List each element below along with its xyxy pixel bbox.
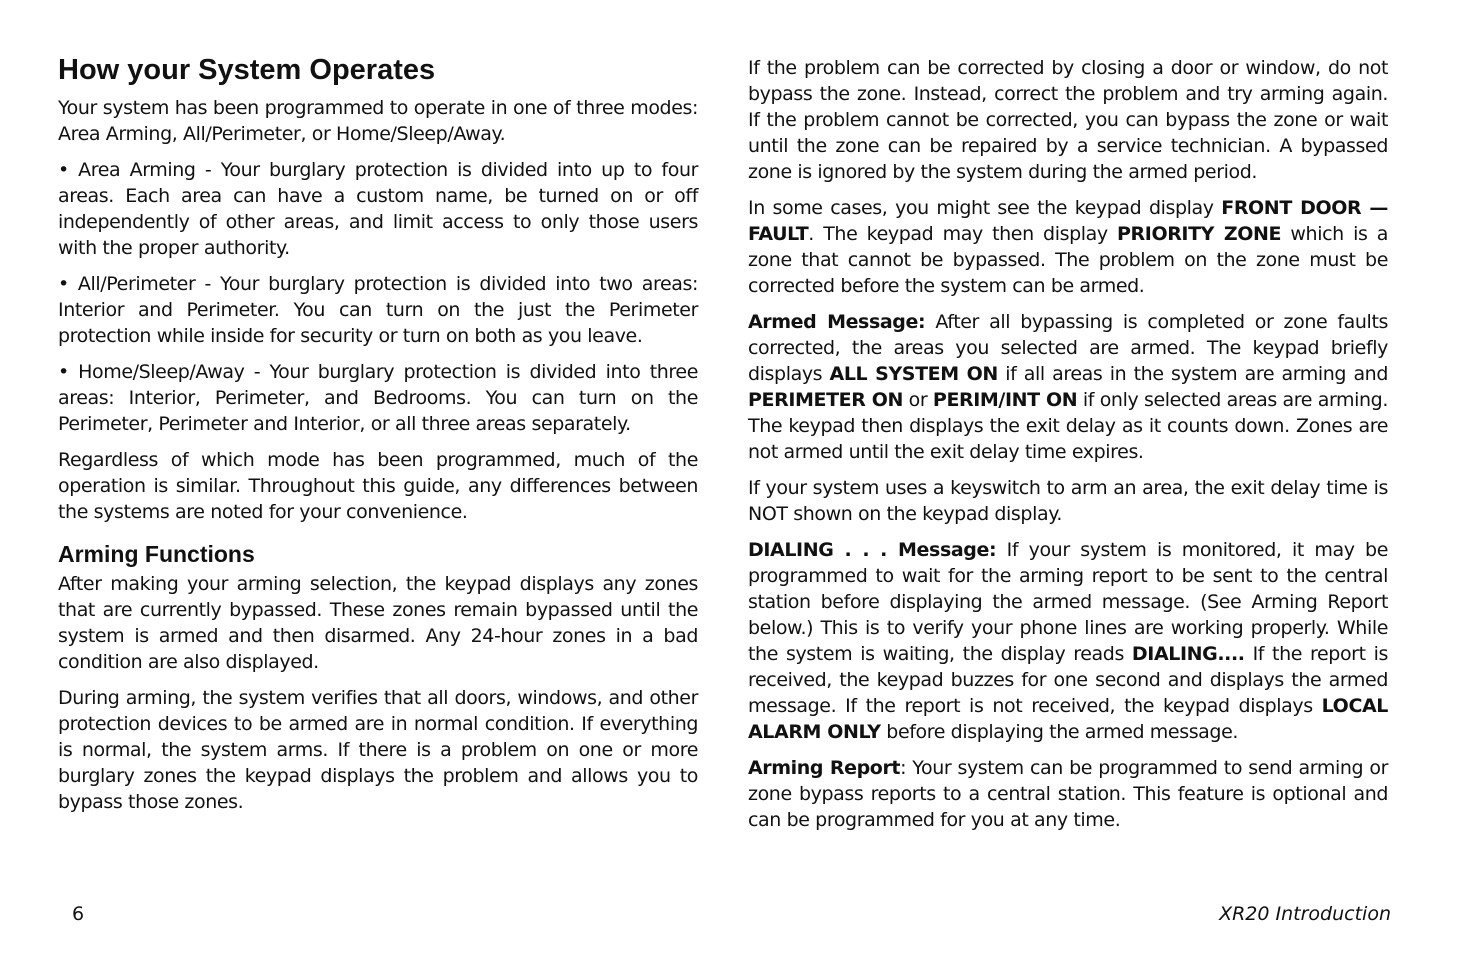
page-title: How your System Operates [58,54,436,86]
arming-functions-heading: Arming Functions [58,541,255,567]
text-run: . The keypad may then display [808,223,1118,245]
keypad-text-priority-zone: PRIORITY ZONE [1117,223,1282,245]
text-run: : Your system can be programmed to send arming or zone bypass reports to a central station. This feature is optional and can be programmed for you at any time. [748,757,1388,831]
intro-paragraph: Your system has been programmed to operate in one of three modes: Area Arming, All/Perimeter, or Home/Sleep/Away. [58,97,698,145]
keyswitch-paragraph: If your system uses a keyswitch to arm an area, the exit delay time is NOT shown on the keypad display. [748,477,1388,525]
keypad-text-perim-int-on: PERIM/INT ON [932,389,1078,411]
right-column [748,55,1388,843]
arming-report-paragraph [748,755,1388,833]
bullet-all-perimeter: • All/Perimeter - Your burglary protection is divided into two areas: Interior and Perimeter. You can turn on the just the Perimeter protection while inside for security or turn on both as you leave. [58,273,698,347]
keypad-text-all-system-on: ALL SYSTEM ON [829,363,998,385]
arming-report-label: Arming Report [748,757,901,779]
keypad-text-front-door-fault: FRONT DOOR — FAULT [748,197,1388,245]
text-run: In some cases, you might see the keypad display [748,197,1222,219]
page-number: 6 [72,903,85,925]
text-run: if all areas in the system are arming and [997,363,1388,385]
text-run: After all bypassing is completed or zone faults corrected, the areas you selected are armed. The keypad briefly displays [748,311,1388,385]
armed-message-label: Armed Message: [748,311,926,333]
bullet-home-sleep-away: • Home/Sleep/Away - Your burglary protection is divided into three areas: Interior, Perimeter, and Bedrooms. You can turn on the Perimeter, Perimeter and Interior, or all three areas separately. [58,361,698,435]
text-run: which is a zone that cannot be bypassed. The problem on the zone must be corrected before the system can be armed. [748,223,1388,297]
text-run: before displaying the armed message. [880,721,1239,743]
text-run: If your system is monitored, it may be programmed to wait for the arming report to be sent to the central station before displaying the armed message. (See Arming Report below.) This is to verify your phone lines are working properly. While the system is waiting, the display reads [748,539,1388,665]
dialing-message-paragraph [748,537,1388,745]
bullet-area-arming: • Area Arming - Your burglary protection is divided into up to four areas. Each area can have a custom name, be turned on or off independently of other areas, and limit access to only those users with the proper authority. [58,159,698,259]
dialing-message-label: DIALING . . . Message: [748,539,997,561]
regardless-paragraph: Regardless of which mode has been programmed, much of the operation is similar. Throughout this guide, any differences between the systems are noted for your convenience. [58,449,698,523]
keypad-text-dialing: DIALING.... [1131,643,1245,665]
left-column [58,52,698,825]
keypad-text-perimeter-on: PERIMETER ON [748,389,903,411]
text-run: If the report is received, the keypad buzzes for one second and displays the armed message. If the report is not received, the keypad displays [748,643,1388,717]
section-footer: XR20 Introduction [1219,903,1391,925]
keypad-text-local-alarm-only: LOCAL ALARM ONLY [748,695,1388,743]
armed-message-paragraph [748,309,1388,465]
arming-paragraph-2: During arming, the system verifies that all doors, windows, and other protection devices to be armed are in normal condition. If everything is normal, the system arms. If there is a problem on one or more burglary zones the keypad displays the problem and allows you to bypass those zones. [58,687,698,813]
bypass-paragraph: If the problem can be corrected by closing a door or window, do not bypass the zone. Instead, correct the problem and try arming again. If the problem cannot be corrected, you can bypass the zone or wait until the zone can be repaired by a service technician. A bypassed zone is ignored by the system during the armed period. [748,57,1388,183]
text-run: if only selected areas are arming. The keypad then displays the exit delay as it counts down. Zones are not armed until the exit delay time expires. [748,389,1388,463]
priority-zone-paragraph [748,195,1388,299]
text-run: or [902,389,933,411]
arming-paragraph-1: After making your arming selection, the keypad displays any zones that are currently bypassed. These zones remain bypassed until the system is armed and then disarmed. Any 24-hour zones in a bad condition are also displayed. [58,573,698,673]
